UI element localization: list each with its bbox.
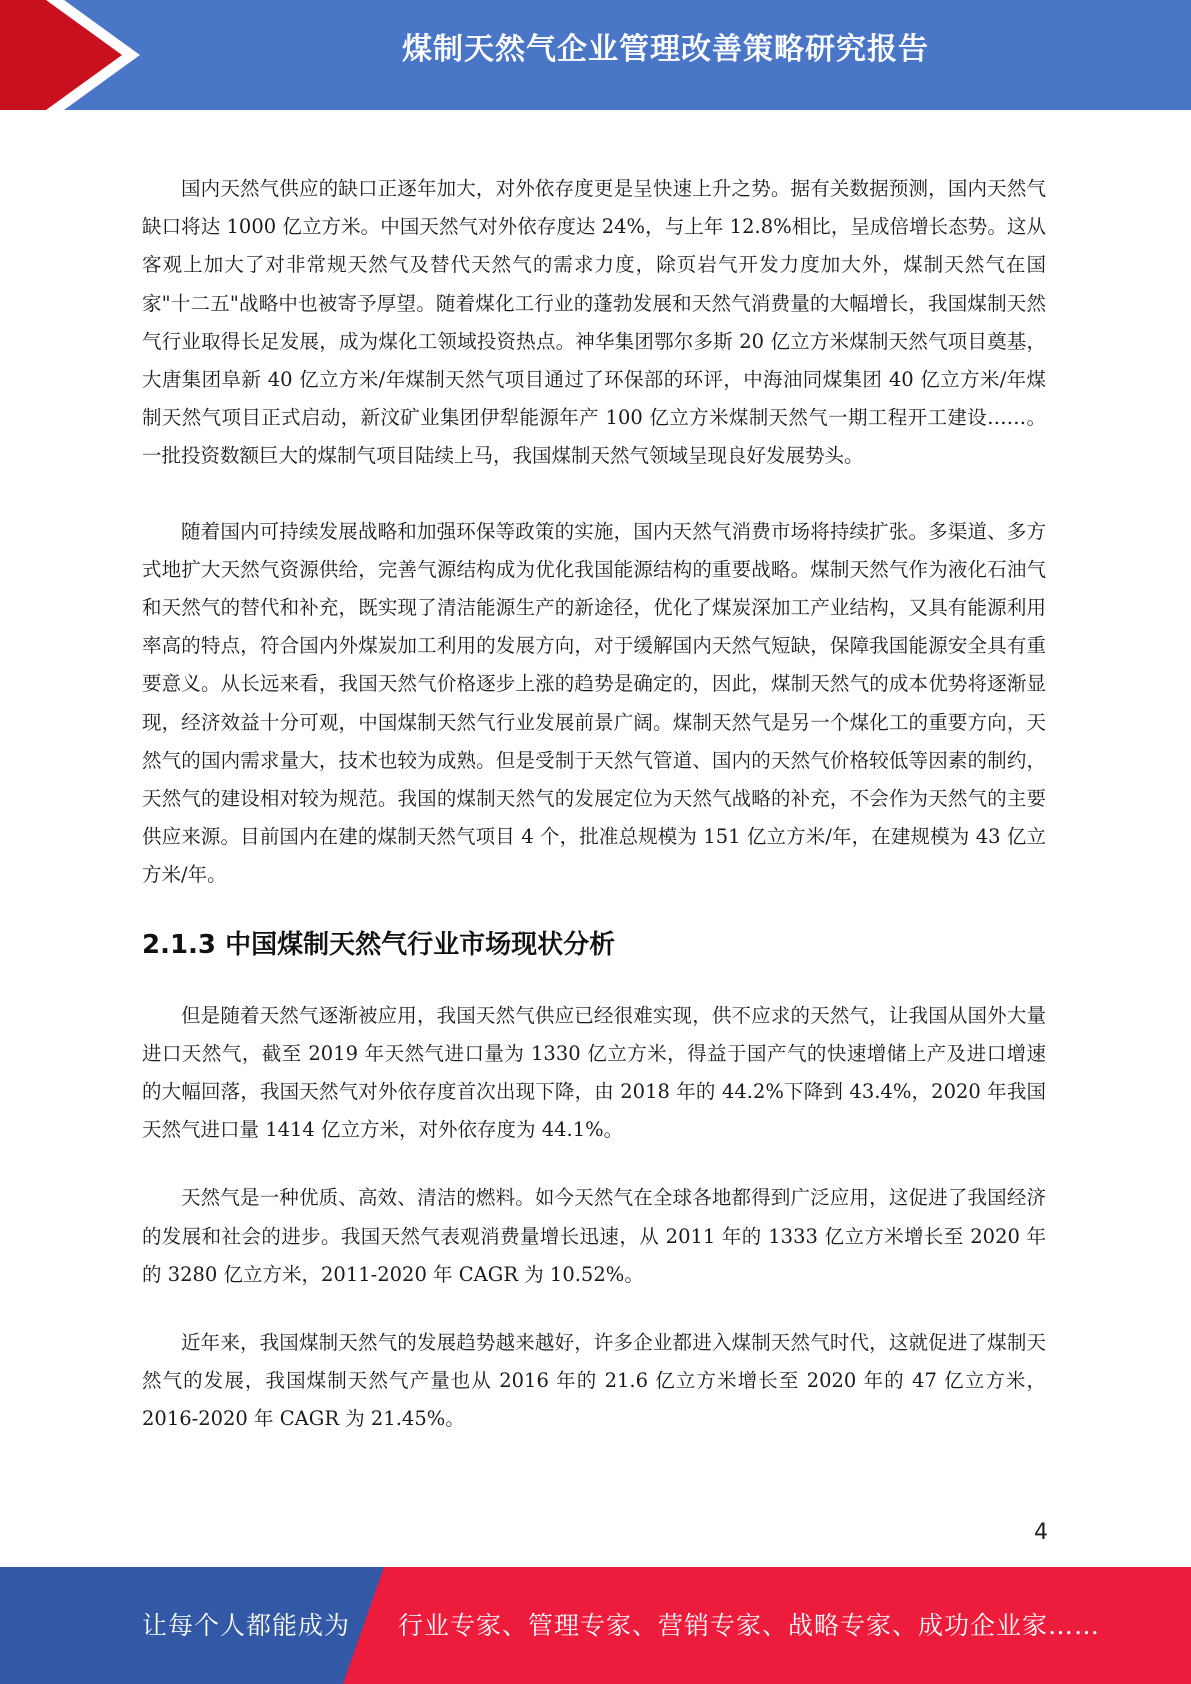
report-title: 煤制天然气企业管理改善策略研究报告 bbox=[402, 32, 929, 67]
main-content bbox=[142, 170, 1046, 1439]
footer-slogan-right: 行业专家、管理专家、营销专家、战略专家、成功企业家…… bbox=[398, 1611, 1101, 1640]
paragraph: 国内天然气供应的缺口正逐年加大，对外依存度更是呈快速上升之势。据有关数据预测，国内天然气缺口将达 1000 亿立方米。中国天然气对外依存度达 24%，与上年 12.8%相比，呈成倍增长态势。这从客观上加大了对非常规天然气及替代天然气的需求力度，除页岩气开发力度加大外，煤制天然气在国家"十二五"战略中也被寄予厚望。随着煤化工行业的蓬勃发展和天然气消费量的大幅增长，我国煤制天然气行业取得长足发展，成为煤化工领域投资热点。神华集团鄂尔多斯 20 亿立方米煤制天然气项目奠基，大唐集团阜新 40 亿立方米/年煤制天然气项目通过了环保部的环评，中海油同煤集团 40 亿立方米/年煤制天然气项目正式启动，新汶矿业集团伊犁能源年产 100 亿立方米煤制天然气一期工程开工建设……。一批投资数额巨大的煤制气项目陆续上马，我国煤制天然气领域呈现良好发展势头。 bbox=[142, 177, 1046, 468]
paragraph: 但是随着天然气逐渐被应用，我国天然气供应已经很难实现，供不应求的天然气，让我国从国外大量进口天然气，截至 2019 年天然气进口量为 1330 亿立方米，得益于国产气的快速增储上产及进口增速的大幅回落，我国天然气对外依存度首次出现下降，由 2018 年的 44.2%下降到 43.4%，2020 年我国天然气进口量 1414 亿立方米，对外依存度为 44.1%。 bbox=[142, 1003, 1046, 1142]
section-heading: 2.1.3 中国煤制天然气行业市场现状分析 bbox=[142, 929, 616, 960]
paragraph: 随着国内可持续发展战略和加强环保等政策的实施，国内天然气消费市场将持续扩张。多渠道、多方式地扩大天然气资源供给，完善气源结构成为优化我国能源结构的重要战略。煤制天然气作为液化石油气和天然气的替代和补充，既实现了清洁能源生产的新途径，优化了煤炭深加工产业结构，又具有能源利用率高的特点，符合国内外煤炭加工利用的发展方向，对于缓解国内天然气短缺，保障我国能源安全具有重要意义。从长远来看，我国天然气价格逐步上涨的趋势是确定的，因此，煤制天然气的成本优势将逐渐显现，经济效益十分可观，中国煤制天然气行业发展前景广阔。煤制天然气是另一个煤化工的重要方向，天然气的国内需求量大，技术也较为成熟。但是受制于天然气管道、国内的天然气价格较低等因素的制约，天然气的建设相对较为规范。我国的煤制天然气的发展定位为天然气战略的补充，不会作为天然气的主要供应来源。目前国内在建的煤制天然气项目 4 个，批准总规模为 151 亿立方米/年，在建规模为 43 亿立方米/年。 bbox=[142, 519, 1046, 887]
page-number: 4 bbox=[1034, 1520, 1048, 1545]
paragraph: 天然气是一种优质、高效、清洁的燃料。如今天然气在全球各地都得到广泛应用，这促进了我国经济的发展和社会的进步。我国天然气表观消费量增长迅速，从 2011 年的 1333 亿立方米增长至 2020 年的 3280 亿立方米，2011-2020 年 CAGR 为 10.52%。 bbox=[142, 1186, 1046, 1286]
paragraph: 近年来，我国煤制天然气的发展趋势越来越好，许多企业都进入煤制天然气时代，这就促进了煤制天然气的发展，我国煤制天然气产量也从 2016 年的 21.6 亿立方米增长至 2020 年的 47 亿立方米，2016-2020 年 CAGR 为 21.45%。 bbox=[142, 1331, 1046, 1431]
page-footer bbox=[0, 1567, 1191, 1684]
footer-slogan-left: 让每个人都能成为 bbox=[142, 1611, 351, 1640]
header-chevron-decoration bbox=[0, 0, 160, 110]
page-header bbox=[0, 0, 1191, 110]
